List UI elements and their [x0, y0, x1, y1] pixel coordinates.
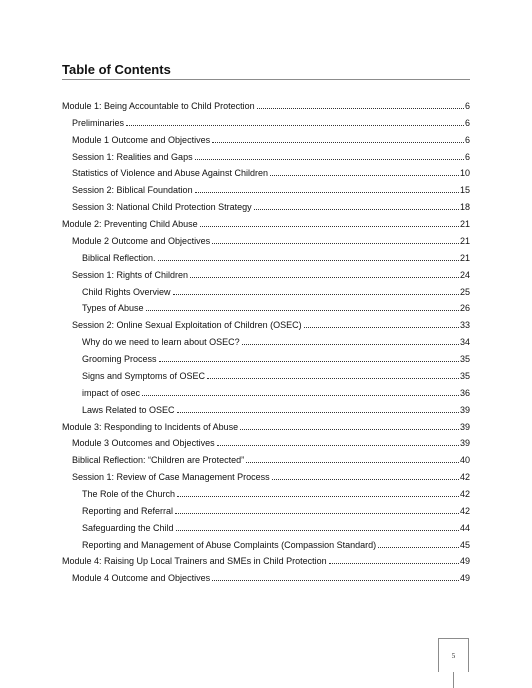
page-number-tick — [453, 672, 454, 688]
toc-entry-title: Biblical Reflection: “Children are Protected” — [72, 455, 245, 466]
toc-entry-title: impact of osec — [82, 387, 141, 398]
toc-entry-page: 36 — [459, 387, 470, 398]
toc-entry[interactable] — [72, 435, 470, 449]
toc-entry-title: Module 3 Outcomes and Objectives — [72, 438, 215, 449]
page-title: Table of Contents — [62, 62, 171, 77]
toc-entry-page: 42 — [459, 505, 470, 516]
toc-entry[interactable] — [82, 520, 470, 534]
toc-entry-title: Session 2: Biblical Foundation — [72, 185, 193, 196]
toc-entry[interactable] — [72, 149, 470, 163]
toc-dot-leader — [242, 344, 459, 345]
toc-dot-leader — [173, 294, 459, 295]
toc-entry-page: 25 — [459, 286, 470, 297]
toc-entry-page: 6 — [464, 117, 470, 128]
toc-entry[interactable] — [72, 267, 470, 281]
toc-entry[interactable] — [82, 250, 470, 264]
toc-entry-title: Session 3: National Child Protection Strategy — [72, 202, 252, 213]
toc-entry-page: 33 — [459, 320, 470, 331]
toc-dot-leader — [177, 412, 459, 413]
toc-dot-leader — [146, 310, 459, 311]
toc-dot-leader — [257, 108, 464, 109]
toc-entry[interactable] — [72, 570, 470, 584]
toc-dot-leader — [207, 378, 459, 379]
toc-dot-leader — [195, 192, 459, 193]
toc-entry-page: 39 — [459, 421, 470, 432]
toc-entry[interactable] — [72, 469, 470, 483]
toc-entry-page: 6 — [464, 101, 470, 111]
toc-entry-title: Reporting and Referral — [82, 505, 174, 516]
toc-entry-title: The Role of the Church — [82, 489, 176, 499]
toc-entry-page: 21 — [459, 252, 470, 263]
toc-dot-leader — [246, 462, 459, 463]
toc-entry[interactable] — [72, 165, 470, 179]
toc-dot-leader — [270, 175, 459, 176]
toc-dot-leader — [142, 395, 459, 396]
toc-entry[interactable] — [82, 402, 470, 416]
toc-entry-page: 45 — [459, 539, 470, 550]
page-number: 5 — [451, 651, 456, 660]
toc-entry[interactable] — [82, 385, 470, 399]
toc-entry-page: 26 — [459, 303, 470, 314]
toc-entry[interactable] — [82, 368, 470, 382]
toc-entry-title: Statistics of Violence and Abuse Against Children — [72, 168, 268, 179]
toc-dot-leader — [126, 125, 464, 126]
toc-dot-leader — [175, 513, 459, 514]
toc-entry-page: 49 — [459, 556, 470, 567]
toc-entry[interactable] — [72, 233, 470, 247]
toc-entry[interactable] — [72, 132, 470, 146]
toc-entry-page: 39 — [459, 404, 470, 415]
toc-entry-page: 6 — [464, 134, 470, 145]
toc-entry-title: Preliminaries — [72, 117, 125, 128]
toc-entry-title: Module 3: Responding to Incidents of Abuse — [62, 421, 239, 432]
toc-entry-title: Session 1: Rights of Children — [72, 269, 189, 280]
toc-entry-title: Signs and Symptoms of OSEC — [82, 370, 206, 381]
toc-entry-title: Session 1: Realities and Gaps — [72, 151, 193, 162]
toc-dot-leader — [304, 327, 459, 328]
toc-entry[interactable] — [82, 334, 470, 348]
toc-entry-page: 24 — [459, 269, 470, 280]
toc-entry-page: 18 — [459, 202, 470, 213]
toc-entry[interactable] — [72, 199, 470, 213]
toc-entry-page: 39 — [459, 438, 470, 449]
page-number-box — [438, 638, 469, 672]
toc-dot-leader — [240, 429, 459, 430]
toc-dot-leader — [200, 226, 459, 227]
toc-dot-leader — [217, 445, 459, 446]
toc-dot-leader — [177, 496, 459, 497]
toc-dot-leader — [212, 243, 459, 244]
toc-entry[interactable] — [82, 486, 470, 500]
toc-entry[interactable] — [82, 503, 470, 517]
toc-entry[interactable] — [82, 537, 470, 551]
toc-dot-leader — [378, 547, 459, 548]
toc-entry-page: 42 — [459, 489, 470, 499]
toc-entry[interactable] — [82, 351, 470, 365]
toc-entry-page: 42 — [459, 472, 470, 483]
toc-entry[interactable] — [62, 98, 470, 112]
toc-entry[interactable] — [72, 452, 470, 466]
toc-entry[interactable] — [82, 300, 470, 314]
toc-dot-leader — [158, 260, 459, 261]
toc-entry[interactable] — [62, 216, 470, 230]
toc-entry-page: 10 — [459, 168, 470, 179]
toc-entry-title: Laws Related to OSEC — [82, 404, 175, 415]
toc-entry-title: Grooming Process — [82, 354, 157, 365]
toc-entry-page: 6 — [464, 151, 470, 162]
toc-entry[interactable] — [72, 182, 470, 196]
toc-entry-page: 40 — [459, 455, 470, 466]
toc-entry-title: Why do we need to learn about OSEC? — [82, 337, 240, 348]
toc-entry[interactable] — [62, 419, 470, 433]
toc-entry-title: Reporting and Management of Abuse Complaints (Compassion Standard) — [82, 539, 377, 550]
toc-entry-page: 21 — [459, 219, 470, 230]
toc-entry-title: Types of Abuse — [82, 303, 144, 314]
toc-entry-title: Module 1 Outcome and Objectives — [72, 134, 211, 145]
toc-entry-page: 34 — [459, 337, 470, 348]
toc-entry-title: Module 2: Preventing Child Abuse — [62, 219, 198, 230]
toc-entry-title: Module 1: Being Accountable to Child Protection — [62, 101, 255, 111]
toc-dot-leader — [190, 277, 459, 278]
toc-entry-title: Module 4: Raising Up Local Trainers and SMEs in Child Protection — [62, 556, 327, 567]
toc-entry[interactable] — [62, 553, 470, 567]
toc-entry[interactable] — [72, 115, 470, 129]
toc-dot-leader — [176, 530, 459, 531]
toc-entry-page: 49 — [459, 573, 470, 584]
toc-entry-page: 35 — [459, 370, 470, 381]
toc-entry-title: Session 2: Online Sexual Exploitation of Children (OSEC) — [72, 320, 302, 331]
toc-dot-leader — [272, 479, 459, 480]
title-underline — [62, 79, 470, 80]
toc-dot-leader — [329, 563, 459, 564]
toc-dot-leader — [254, 209, 459, 210]
toc-entry-page: 35 — [459, 354, 470, 365]
toc-entry-page: 21 — [459, 235, 470, 246]
toc-entry[interactable] — [82, 284, 470, 298]
toc-dot-leader — [212, 142, 464, 143]
toc-entry[interactable] — [72, 317, 470, 331]
toc-dot-leader — [159, 361, 459, 362]
toc-entry-title: Safeguarding the Child — [82, 522, 174, 533]
toc-entry-page: 15 — [459, 185, 470, 196]
toc-entry-page: 44 — [459, 522, 470, 533]
toc-dot-leader — [212, 580, 459, 581]
toc-entry-title: Biblical Reflection. — [82, 252, 156, 263]
toc-entry-title: Child Rights Overview — [82, 286, 171, 297]
toc-entry-title: Module 2 Outcome and Objectives — [72, 235, 211, 246]
toc-dot-leader — [195, 159, 464, 160]
toc-entry-title: Module 4 Outcome and Objectives — [72, 573, 211, 584]
toc-entry-title: Session 1: Review of Case Management Process — [72, 472, 270, 483]
